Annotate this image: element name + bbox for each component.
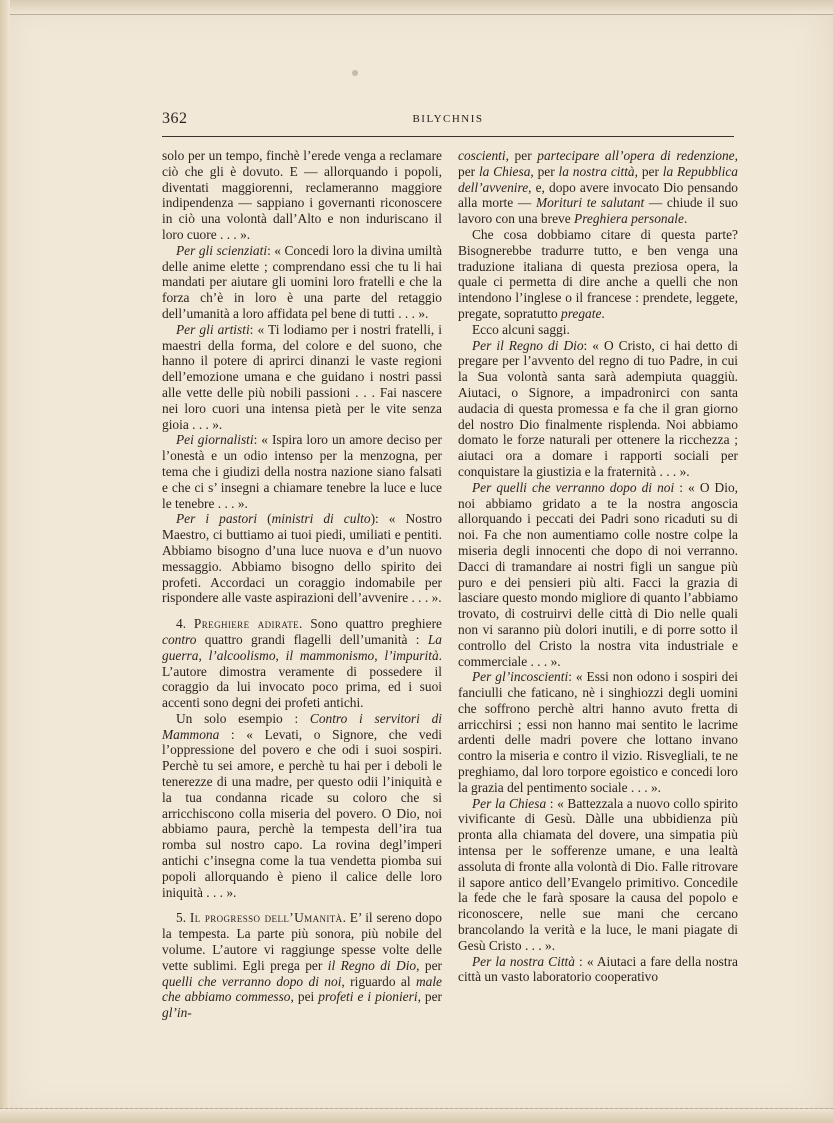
left-text-column	[162, 148, 442, 1021]
paragraph: Per i pastori (ministri di culto): « Nostro Maestro, ci buttiamo ai tuoi piedi, umiliati e pentiti. Abbiamo bisogno d’una luce nuova e d’un nuovo messaggio. Abbiamo bisogno dello spirito dei profeti. Accordaci un coraggio indomabile per rispondere alle vaste aspirazioni dell’avvenire . . . ».	[162, 511, 442, 606]
running-title: BILYCHNIS	[412, 113, 484, 125]
right-text-column	[458, 148, 738, 985]
paragraph: Per la nostra Città : « Aiutaci a fare della nostra città un vasto laboratorio cooperativo	[458, 953, 738, 985]
paragraph: Per la Chiesa : « Battezzala a nuovo collo spirito vivificante di Gesù. Dàlle una ubbidienza più pronta alla chiamata del dovere, una simpatia più intensa per le sofferenze umane, e una lealtà assoluta di fronte alla volontà di Dio. Falle ritrovare il sapore antico dell’Evangelo primitivo. Concedile la fede che le farà sposare la causa del popolo e riconoscere, nelle sue mani che cercano brancolando la verità e la luce, le mani piagate di Gesù Cristo . . . ».	[458, 795, 738, 953]
ink-spot	[352, 70, 358, 76]
page-top-edge	[0, 0, 833, 15]
paragraph: Pei giornalisti: « Ispira loro un amore deciso per l’onestà e un odio intenso per la menzogna, per tema che i giudizi della nostra nazione siano falsati e che ci s’ insegni a chiamare tenebre la luce e luce le tenebre . . . ».	[162, 432, 443, 511]
page-bottom-edge	[0, 1108, 833, 1123]
paragraph: Per gl’incoscienti: « Essi non odono i sospiri dei fanciulli che faticano, nè i singhiozzi degli uomini che soffrono perchè altri hanno avuto fretta di arricchirsi ; essi non hanno mai sentito le lacrime ardenti delle madri povere che lottano invano contro la miseria e contro il vizio. Risvegliali, te ne preghiamo, dal loro torpore egoistico e concedi loro la grazia del pentimento sociale . . . ».	[458, 669, 738, 795]
page-left-edge	[0, 0, 10, 1123]
paragraph: Per gli artisti: « Ti lodiamo per i nostri fratelli, i maestri della forma, del colore e del suono, che hanno il potere di aprirci dinanzi le vaste regioni dell’emozione umana e che guidano i nostri passi alle vette delle più nobili passioni . . . Fai nascere nei loro cuori una intensa pietà per le vite senza gioia . . . ».	[162, 321, 442, 432]
paragraph: Per gli scienziati: « Concedi loro la divina umiltà delle anime elette ; comprendano essi che tu li hai mandati per aiutare gli uomini loro fratelli e che la forza ch’è in loro è una parte del retaggio dell’umanità a loro affidata pel bene di tutti . . . ».	[162, 242, 443, 321]
page-header	[162, 108, 734, 137]
paragraph: Che cosa dobbiamo citare di questa parte? Bisognerebbe tradurre tutto, e ben venga una traduzione italiana di questa preziosa opera, la quale ci permetta di dire anche a quelli che non intendono l’inglese o il francese : prendete, leggete, pregate, sopratutto pregate.	[458, 226, 738, 321]
paragraph: Per il Regno di Dio: « O Cristo, ci hai detto di pregare per l’avvento del regno di tuo Padre, in cui la Sua volontà santa sarà adempiuta quaggiù. Aiutaci, o Signore, a impadronirci con santa audacia di questa promessa e fa che il gran giorno del nostro Dio finalmente risplenda. Noi abbiamo domato le forze naturali per ottenere la ricchezza ; aiutaci ora a domare i rapporti sociali per conquistare la giustizia e la fraternità . . . ».	[458, 337, 738, 479]
paragraph: solo per un tempo, finchè l’erede venga a reclamare ciò che gli è dovuto. E — allorquando i popoli, diventati maggiorenni, reclameranno maggiore indipendenza — sappiano i governanti riconoscere in ciò una volontà dall’Alto e non induriscano il loro cuore . . . ».	[162, 148, 442, 242]
paragraph: 4. Preghiere adirate. Sono quattro preghiere contro quattro grandi flagelli dell’umanità : La guerra, l’alcoolismo, il mammonismo, l’impurità. L’autore dimostra veramente di possedere il coraggio da lui invocato poco prima, ed i suoi accenti sono degni dei profeti antichi.	[162, 616, 442, 711]
paragraph: Per quelli che verranno dopo di noi : « O Dio, noi abbiamo gridato a te la nostra angoscia allorquando i peccati dei Padri sono ricaduti su di noi. Fa che non aumentiamo colle nostre colpe la miseria degli innocenti che dopo di noi verranno. Dacci di tramandare ai nostri figli un sangue più puro e dei pensieri più alti. Facci la grazia di lasciare questo mondo migliore di quanto l’abbiamo trovato, di costruirvi delle città di Dio nelle quali non vi saranno più dolori inutili, e di porre sotto il controllo del Cristo la nostra vita industriale e commerciale . . . ».	[458, 479, 738, 669]
paragraph: coscienti, per partecipare all’opera di redenzione, per la Chiesa, per la nostra città, per la Repubblica dell’avvenire, e, dopo avere invocato Dio pensando alla morte — Morituri te salutant — chiude il suo lavoro con una breve Preghiera personale.	[458, 148, 738, 227]
paragraph: Ecco alcuni saggi.	[472, 321, 570, 337]
paragraph: 5. Il progresso dell’Umanità. E’ il sereno dopo la tempesta. La parte più sonora, più nobile del volume. L’autore vi raggiunge spesse volte delle vette sublimi. Egli prega per il Regno di Dio, per quelli che verranno dopo di noi, riguardo al male che abbiamo commesso, pei profeti e i pionieri, per gl’in-	[162, 910, 443, 1021]
paragraph: Un solo esempio : Contro i servitori di Mammona : « Levati, o Signore, che vedi l’oppressione del povero e che odi i suoi sospiri. Perchè tu sei amore, e perchè tu hai per i deboli le tenerezze di una madre, per questo odii l’iniquità e la tua condanna ricade su coloro che si arricchiscono colla miseria del povero. O Dio, noi abbiamo paura, perchè la tempesta dell’ira tua romba sul nostro capo. La rovina degl’imperi antichi c’insegna come la tua vendetta piomba sui popoli allorquando è pieno il calice delle loro iniquità . . . ».	[162, 710, 442, 900]
page-number: 362	[162, 110, 188, 127]
